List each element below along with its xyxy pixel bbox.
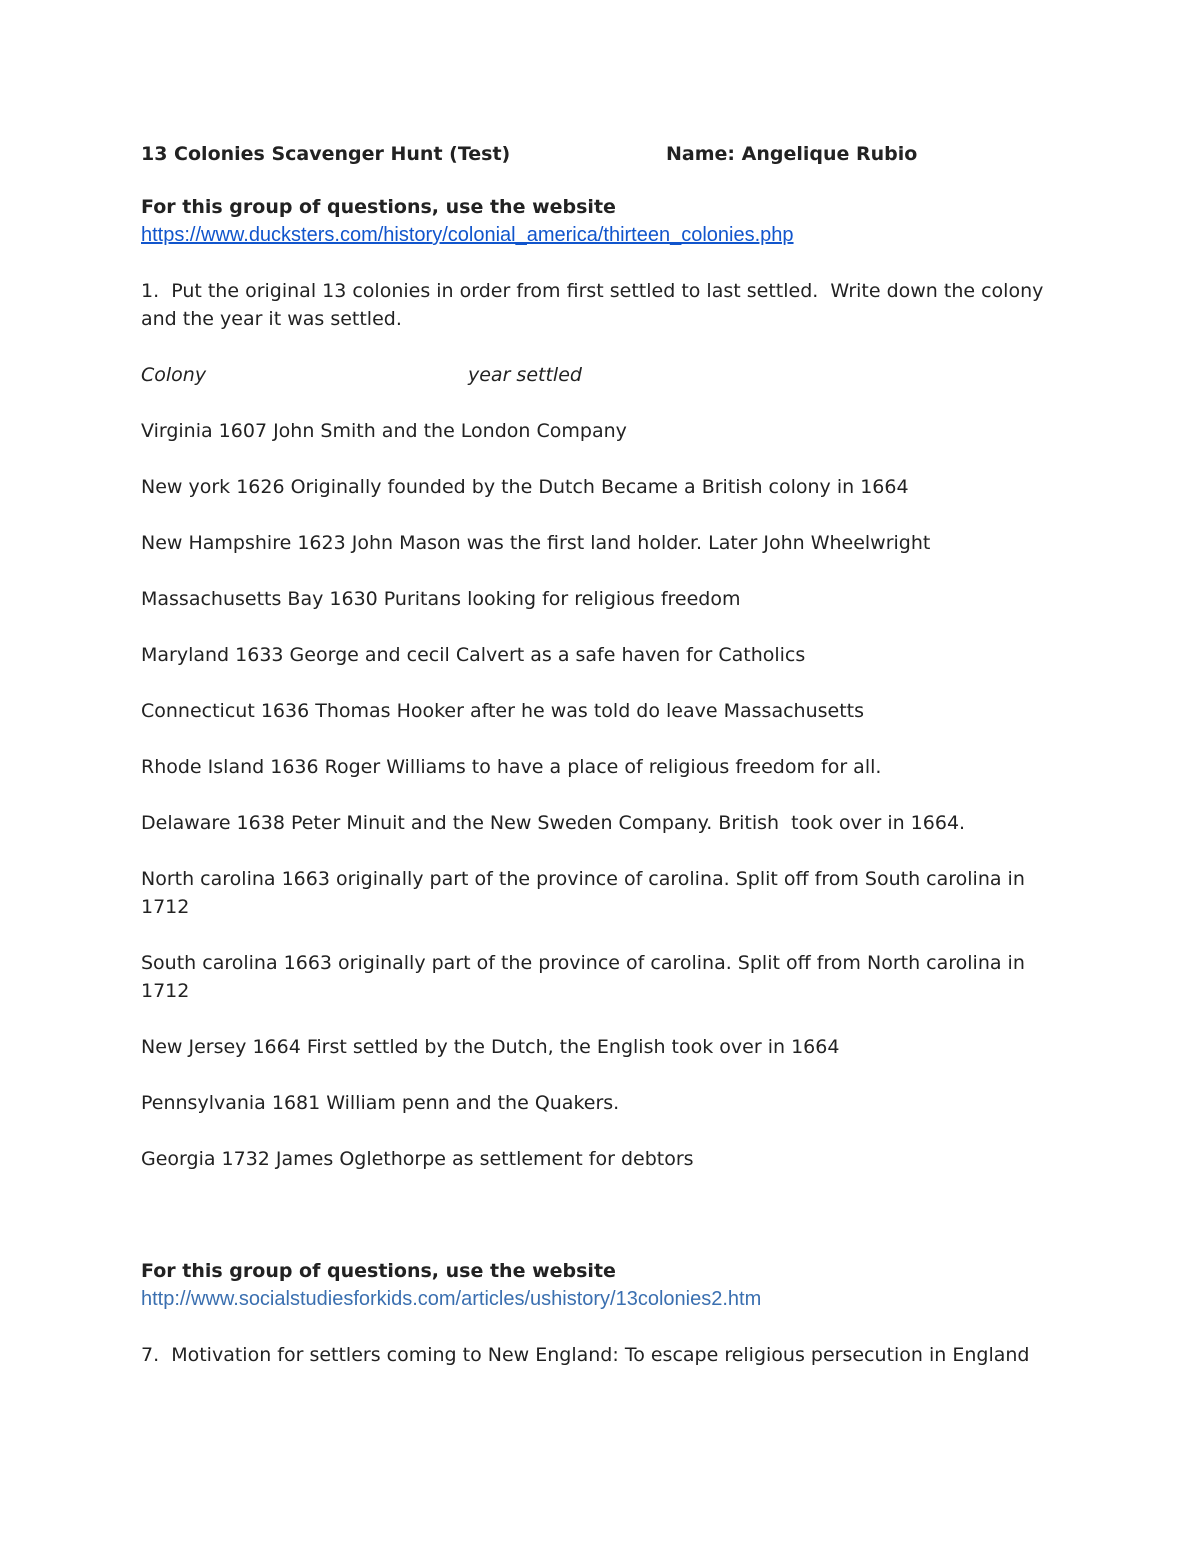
ducksters-link[interactable]: https://www.ducksters.com/history/colonial_america/thirteen_colonies.php [141,224,794,246]
colony-answer: South carolina 1663 originally part of the province of carolina. Split off from North carolina in 1712 [141,952,1031,1002]
student-name: Name: Angelique Rubio [666,143,918,165]
colony-answer: New york 1626 Originally founded by the Dutch Became a British colony in 1664 [141,476,909,498]
question-1: 1. Put the original 13 colonies in order from first settled to last settled. Write down the colony and the year it was settled. [141,280,1050,330]
colony-answer: Pennsylvania 1681 William penn and the Quakers. [141,1092,620,1114]
year-column-header: year settled [468,364,582,386]
colony-column-header: Colony [141,364,207,386]
colony-answer: Connecticut 1636 Thomas Hooker after he was told do leave Massachusetts [141,700,865,722]
colony-answer: Maryland 1633 George and cecil Calvert as a safe haven for Catholics [141,644,806,666]
socialstudiesforkids-link[interactable]: http://www.socialstudiesforkids.com/articles/ushistory/13colonies2.htm [141,1288,762,1310]
colony-answer: New Hampshire 1623 John Mason was the first land holder. Later John Wheelwright [141,532,931,554]
colony-answer: Virginia 1607 John Smith and the London Company [141,420,627,442]
colony-answer: North carolina 1663 originally part of the province of carolina. Split off from South carolina in 1712 [141,868,1031,918]
colony-answer: Rhode Island 1636 Roger Williams to have a place of religious freedom for all. [141,756,882,778]
section1-intro: For this group of questions, use the website [141,196,616,218]
question-7: 7. Motivation for settlers coming to New England: To escape religious persecution in England [141,1344,1030,1366]
colony-answer: Georgia 1732 James Oglethorpe as settlement for debtors [141,1148,694,1170]
colony-answer: Delaware 1638 Peter Minuit and the New Sweden Company. British took over in 1664. [141,812,966,834]
document-page [141,137,1051,1369]
colony-answer: New Jersey 1664 First settled by the Dutch, the English took over in 1664 [141,1036,840,1058]
title-row [141,137,1051,171]
answer-column-headers [141,361,1051,389]
section2-intro: For this group of questions, use the website [141,1260,616,1282]
document-title: 13 Colonies Scavenger Hunt (Test) [141,143,511,165]
colony-answer: Massachusetts Bay 1630 Puritans looking for religious freedom [141,588,741,610]
colony-answer-list [141,417,1051,1173]
